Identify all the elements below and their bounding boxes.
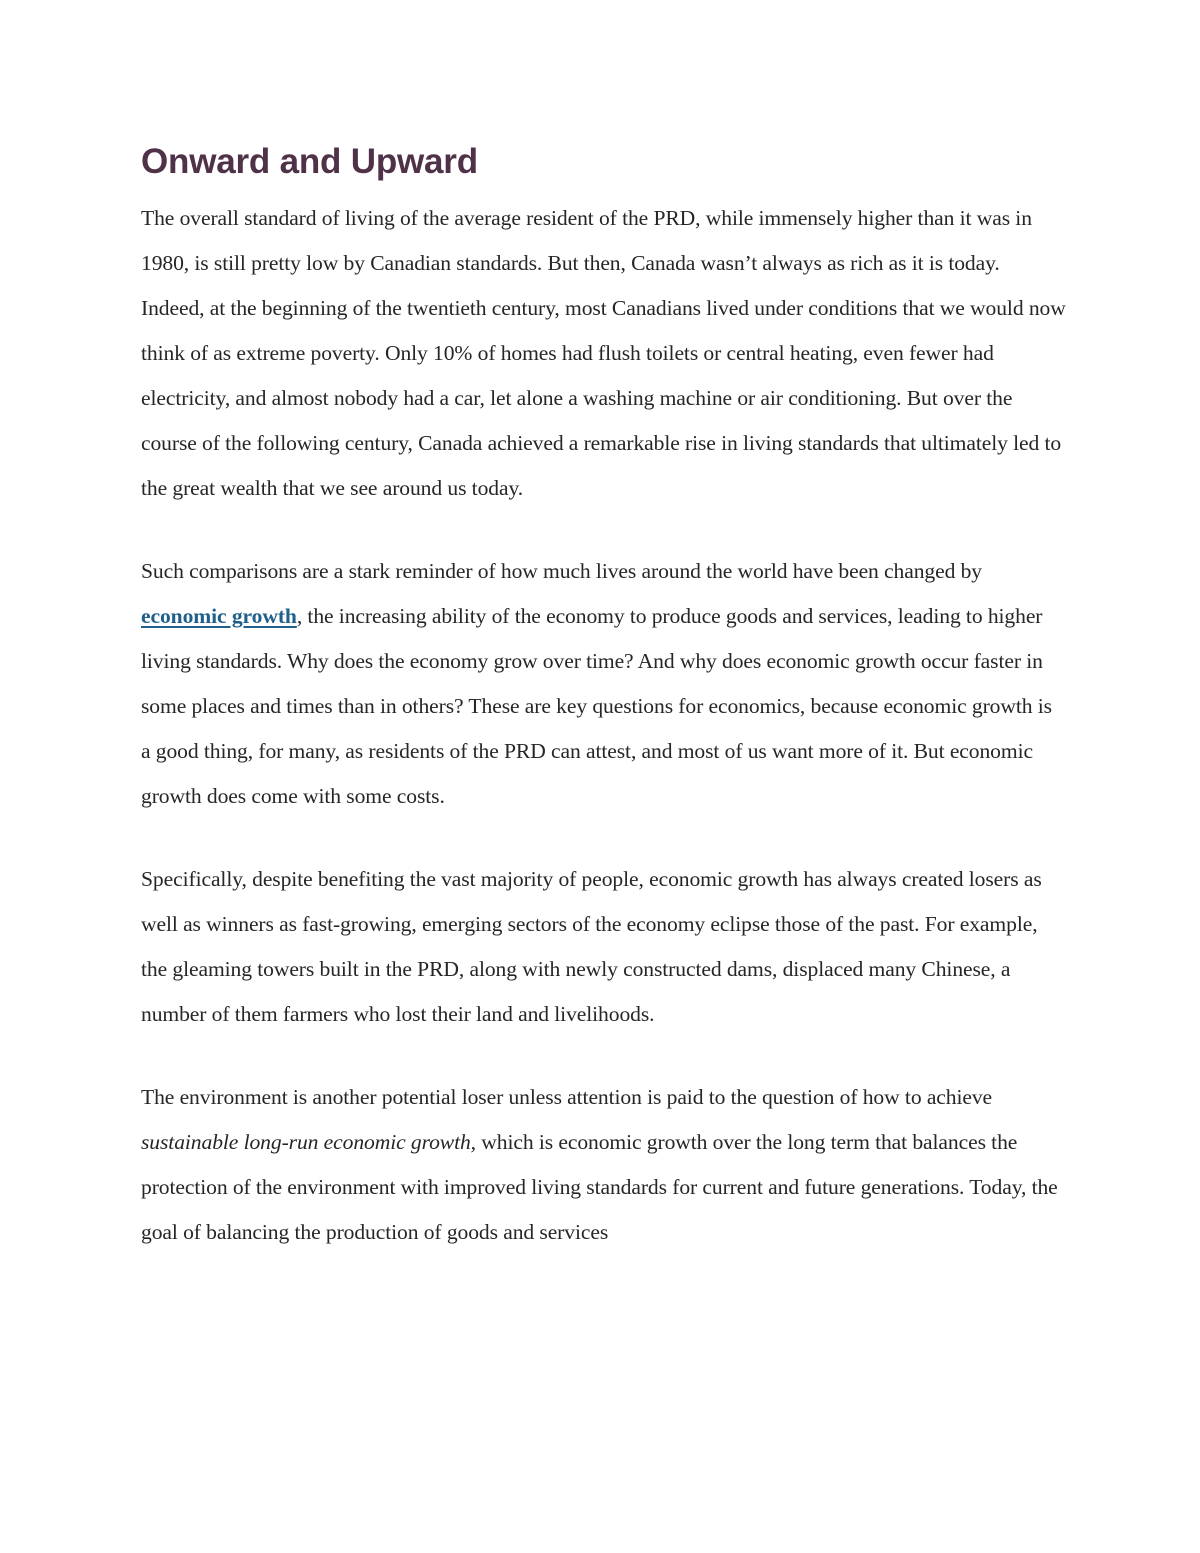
paragraph-2-text-after: , the increasing ability of the economy to produce goods and services, leading to higher living standards. Why does the economy grow over time? And why does economic growth occur faster in some places and times than in others? These are key questions for economics, because economic growth is a good thing, for many, as residents of the PRD can attest, and most of us want more of it. But economic growth does come with some costs. bbox=[141, 604, 1052, 808]
paragraph-4-text-before: The environment is another potential loser unless attention is paid to the question of how to achieve bbox=[141, 1085, 993, 1109]
paragraph-2-text-before: Such comparisons are a stark reminder of how much lives around the world have been changed by bbox=[141, 559, 982, 583]
paragraph-3: Specifically, despite benefiting the vast majority of people, economic growth has always created losers as well as winners as fast-growing, emerging sectors of the economy eclipse those of the past. For example, the gleaming towers built in the PRD, along with newly constructed dams, displaced many Chinese, a number of them farmers who lost their land and livelihoods. bbox=[141, 867, 1042, 1026]
paragraph-1: The overall standard of living of the average resident of the PRD, while immensely higher than it was in 1980, is still pretty low by Canadian standards. But then, Canada wasn’t always as rich as it is today. Indeed, at the beginning of the twentieth century, most Canadians lived under conditions that we would now think of as extreme poverty. Only 10% of homes had flush toilets or central heating, even fewer had electricity, and almost nobody had a car, let alone a washing machine or air conditioning. But over the course of the following century, Canada achieved a remarkable rise in living standards that ultimately led to the great wealth that we see around us today. bbox=[141, 206, 1066, 500]
paragraph-4 bbox=[141, 1075, 1066, 1255]
paragraph-4-text-after: which is economic growth over the long term that balances the protection of the environment with improved living standards for current and future generations. Today, the goal of balancing the production of goods and services bbox=[141, 1130, 1058, 1244]
economic-growth-link[interactable]: economic growth bbox=[141, 604, 297, 628]
page-title: Onward and Upward bbox=[141, 142, 478, 181]
paragraph-2 bbox=[141, 549, 1066, 819]
sustainable-growth-term: sustainable long-run economic growth, bbox=[141, 1130, 476, 1154]
document-body bbox=[141, 140, 1066, 1293]
